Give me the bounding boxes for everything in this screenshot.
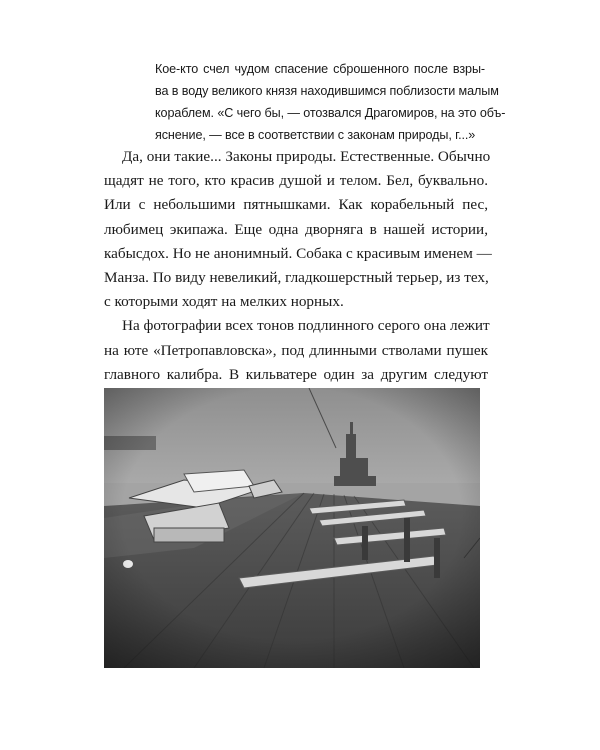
paragraph-line: главного калибра. В кильватере один за другим следуют — [104, 365, 488, 383]
paragraph-line: с которыми ходят на мелких норных. — [104, 293, 344, 311]
quote-line: яснение, — все в соответствии с законам природы, г...» — [155, 128, 476, 142]
paragraph-line: Да, они такие... Законы природы. Естественные. Обычно — [122, 148, 491, 165]
paragraph-line: щадят не того, кто красив душой и телом. Бел, буквально. — [104, 172, 488, 190]
battleship-deck-photo — [104, 388, 480, 668]
quote-line: кораблем. «С чего бы, — отозвался Драгомиров, на это объ- — [155, 106, 506, 120]
paragraph-line: Или с небольшими пятнышками. Как корабельный пес, — [104, 196, 488, 214]
paragraph-line: на юте «Петропавловска», под длинными стволами пушек — [104, 341, 488, 359]
paragraph-line: Манза. По виду невеликий, гладкошерстный терьер, из тех, — [104, 269, 489, 287]
quote-line: Кое-кто счел чудом спасение сброшенного после взры- — [155, 62, 485, 76]
body-text — [104, 145, 492, 411]
paragraph-line: На фотографии всех тонов подлинного серого она лежит — [122, 317, 490, 335]
quote-line: ва в воду великого князя находившимся поблизости малым — [155, 84, 499, 98]
epigraph-quote — [155, 58, 506, 146]
paragraph-line: кабысдох. Но не анонимный. Собака с красивым именем — — [104, 244, 492, 262]
paragraph-line: любимец экипажа. Еще одна дворняга в нашей истории, — [104, 220, 488, 238]
